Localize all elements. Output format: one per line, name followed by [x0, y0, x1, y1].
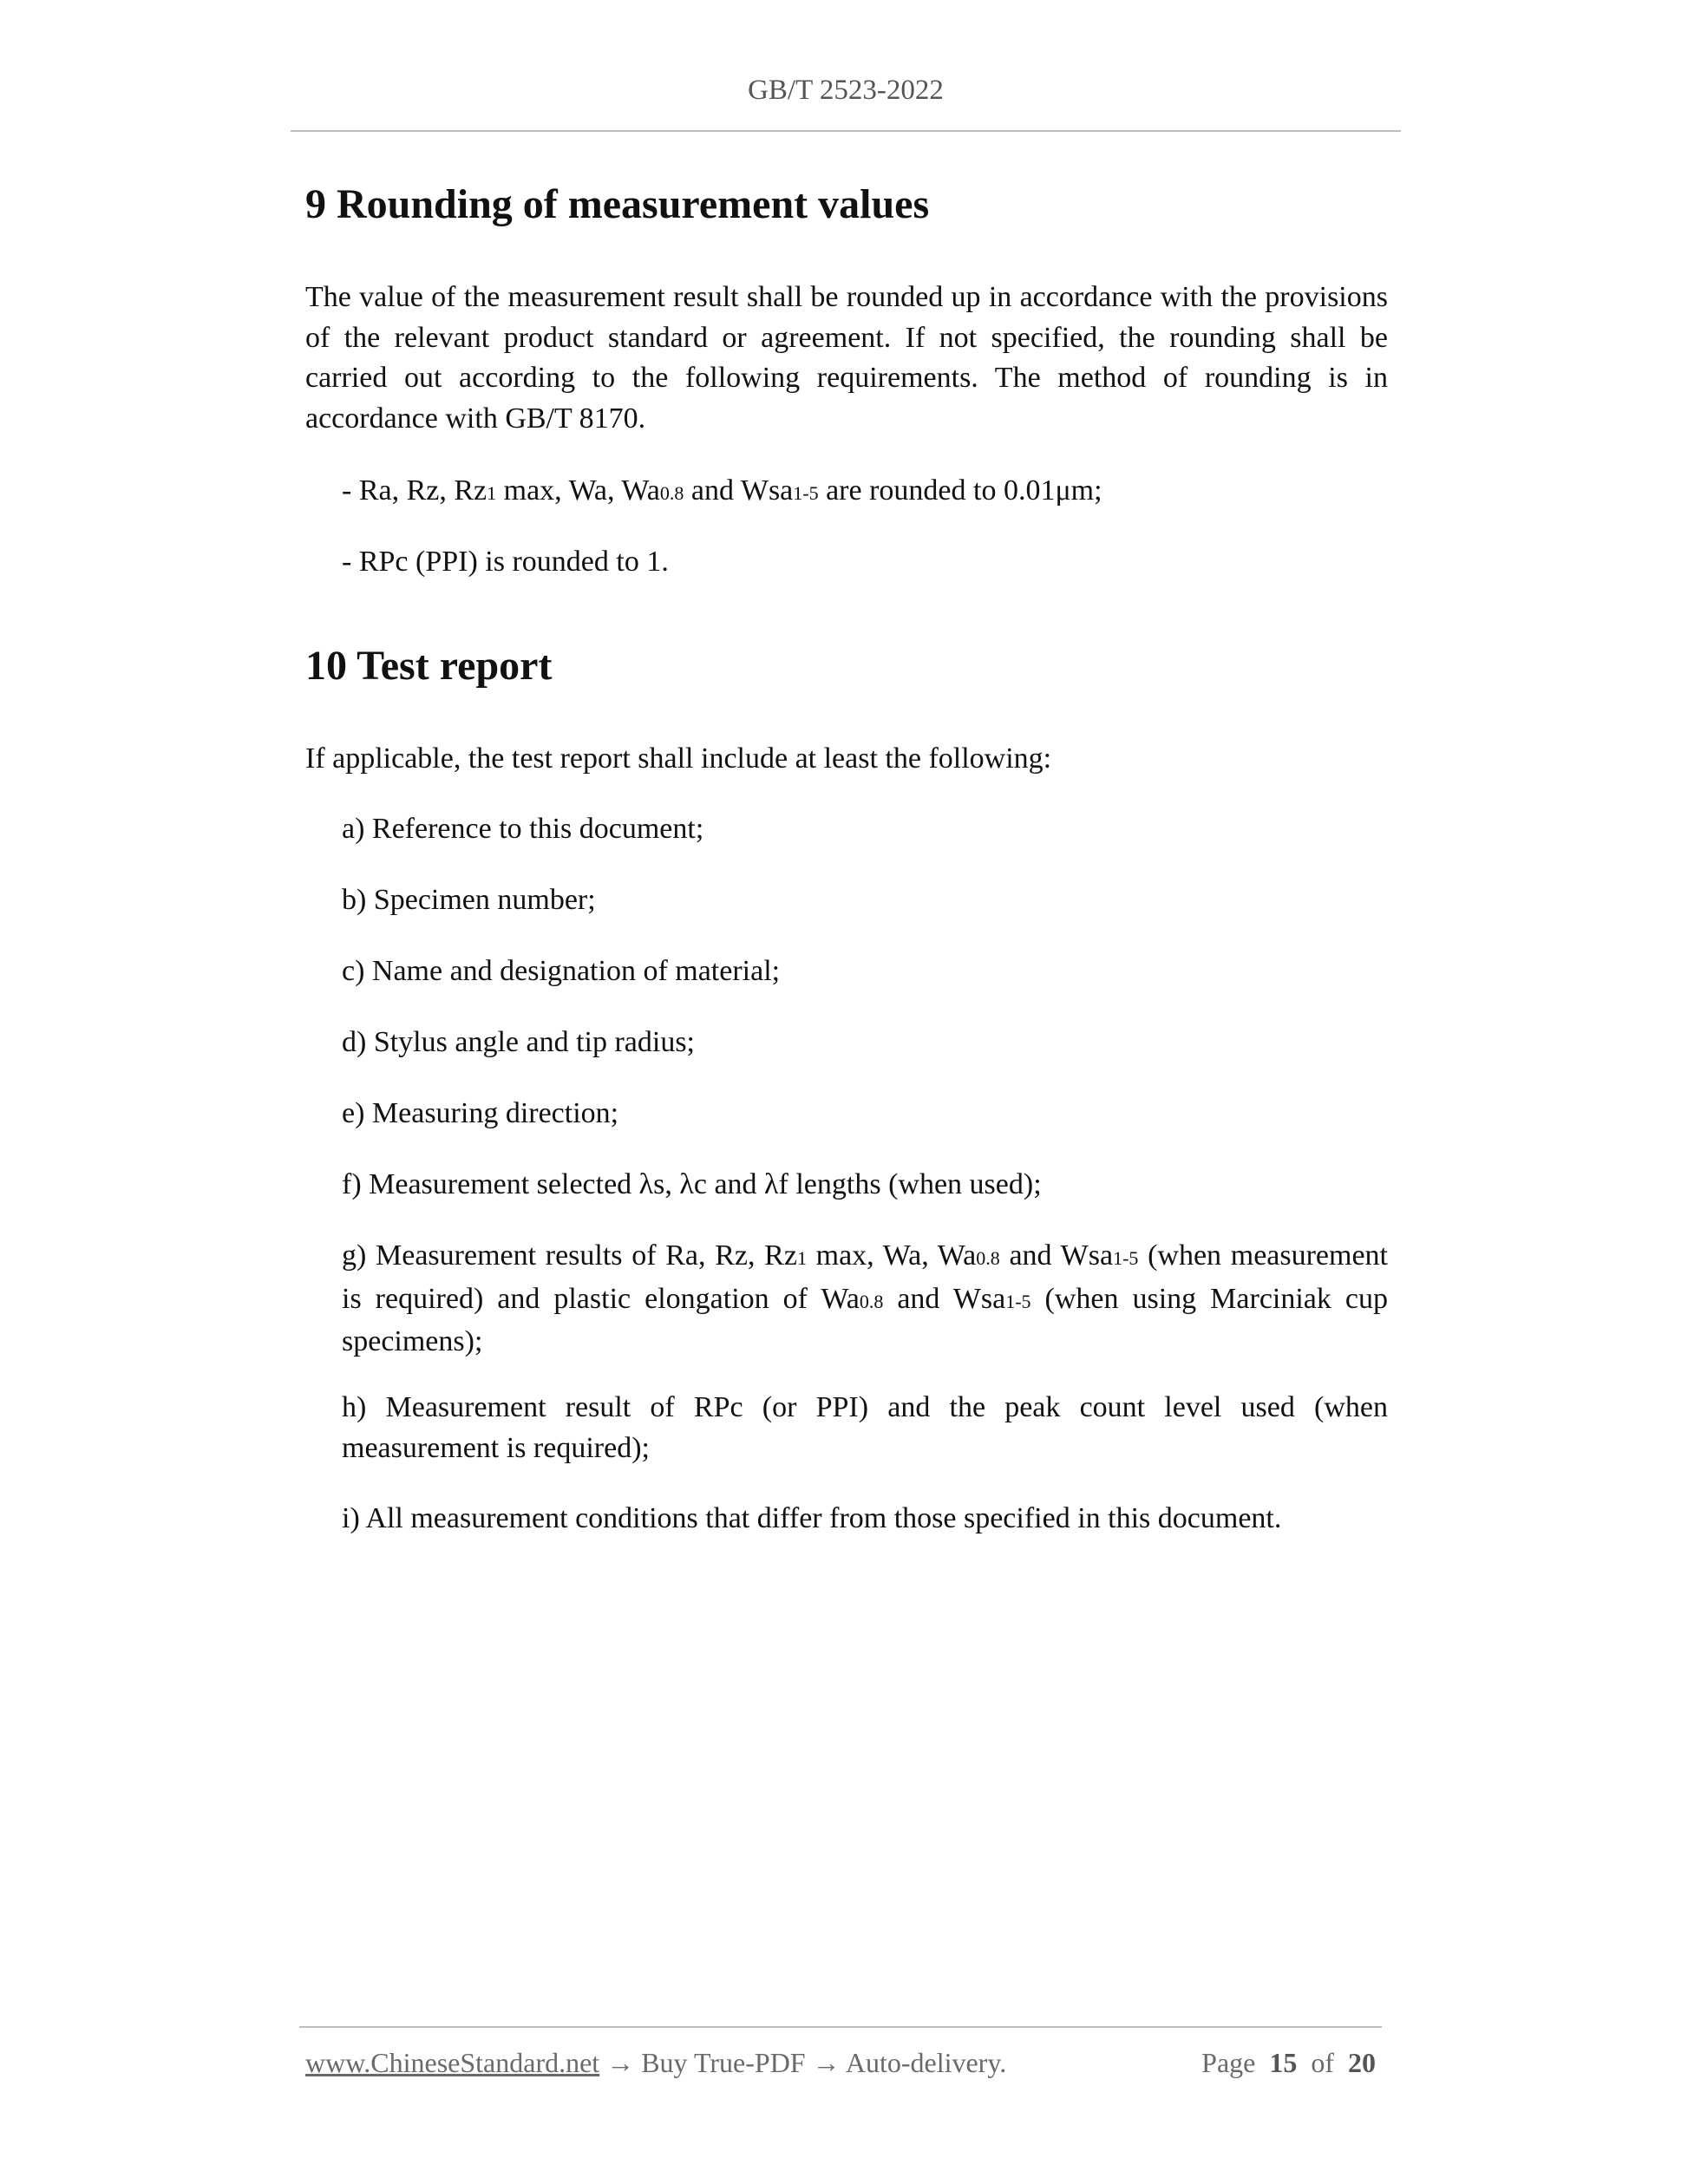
page-indicator: Page 15 of 20 — [1201, 2047, 1376, 2078]
section-10-intro: If applicable, the test report shall include at least the following: — [305, 742, 1052, 775]
section-9-intro: The value of the measurement result shall be rounded up in accordance with the provisions of the relevant product standard or agreement. If not specified, the rounding shall be carried out according to the following requirements. The method of rounding is in accordance with GB/T 8170. — [305, 281, 1388, 435]
report-item-a: a) Reference to this document; — [342, 813, 704, 845]
current-page: 15 — [1269, 2047, 1298, 2078]
footer-promo — [305, 2047, 1006, 2079]
report-item-c: c) Name and designation of material; — [342, 955, 781, 987]
report-item-h: h) Measurement result of RPc (or PPI) and the peak count level used (when measurement is required); — [342, 1391, 1388, 1464]
report-item-e: e) Measuring direction; — [342, 1097, 619, 1129]
report-item-d: d) Stylus angle and tip radius; — [342, 1026, 696, 1058]
footer-tagline: → Buy True-PDF → Auto-delivery. — [599, 2047, 1007, 2078]
report-item-f: f) Measurement selected λs, λc and λf lengths (when used); — [342, 1168, 1042, 1200]
total-pages: 20 — [1348, 2047, 1376, 2078]
section-10-heading: 10 Test report — [305, 643, 553, 689]
report-item-i: i) All measurement conditions that differ from those specified in this document. — [342, 1502, 1282, 1534]
rounding-rule-2: - RPc (PPI) is rounded to 1. — [342, 546, 669, 578]
footer-divider — [299, 2026, 1382, 2028]
running-header: GB/T 2523-2022 — [748, 75, 944, 106]
header-divider — [291, 130, 1401, 132]
report-item-b: b) Specimen number; — [342, 884, 596, 916]
site-link[interactable]: www.ChineseStandard.net — [305, 2047, 600, 2078]
report-item-g: g) Measurement results of Ra, Rz, Rz1 max, Wa, Wa0.8 and Wsa1-5 (when measurement is required) and plastic elongation of Wa0.8 and Wsa1-5 (when using Marciniak cup specimens); — [342, 1239, 1389, 1357]
rounding-rule-1: - Ra, Rz, Rz1 max, Wa, Wa0.8 and Wsa1-5 are rounded to 0.01μm; — [342, 474, 1102, 507]
section-9-heading: 9 Rounding of measurement values — [305, 181, 930, 227]
